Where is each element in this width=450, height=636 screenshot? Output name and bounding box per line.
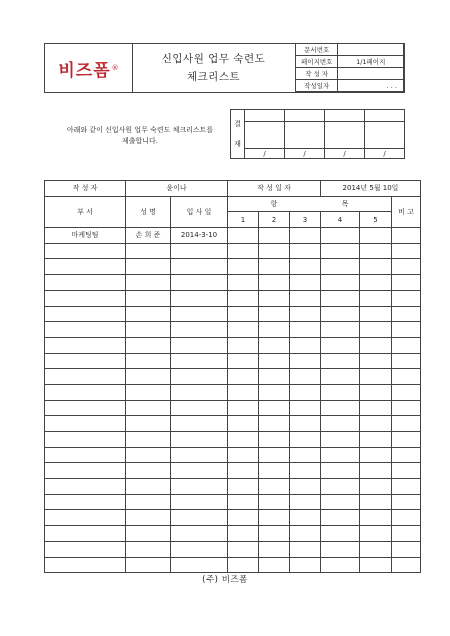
table-cell[interactable] (45, 557, 126, 573)
table-cell[interactable] (228, 447, 259, 463)
table-cell[interactable] (228, 322, 259, 338)
table-cell[interactable] (360, 510, 392, 526)
table-row (45, 526, 421, 542)
table-cell[interactable] (290, 259, 321, 275)
table-cell[interactable] (171, 463, 228, 479)
table-cell[interactable] (45, 463, 126, 479)
table-cell[interactable] (228, 369, 259, 385)
table-cell[interactable] (392, 416, 421, 432)
table-cell[interactable] (392, 432, 421, 448)
table-cell[interactable] (321, 275, 360, 291)
col-header-items-a: 항 (270, 200, 278, 209)
table-cell[interactable] (228, 290, 259, 306)
table-cell[interactable] (126, 416, 171, 432)
table-cell[interactable] (321, 243, 360, 259)
table-cell[interactable] (360, 306, 392, 322)
table-cell[interactable] (171, 384, 228, 400)
table-cell[interactable] (290, 306, 321, 322)
col-header-items (228, 196, 392, 212)
table-cell[interactable] (392, 463, 421, 479)
table-cell[interactable] (228, 259, 259, 275)
approver-date-cell[interactable]: / (245, 149, 285, 159)
table-cell[interactable] (321, 259, 360, 275)
table-cell[interactable] (126, 557, 171, 573)
table-cell[interactable] (126, 337, 171, 353)
approver-signature-cell[interactable] (325, 122, 365, 149)
meta-value-page-number[interactable]: 1/1페이지 (338, 56, 404, 68)
table-cell[interactable] (360, 416, 392, 432)
table-cell[interactable] (290, 337, 321, 353)
table-cell[interactable] (126, 384, 171, 400)
table-row (45, 243, 421, 259)
table-cell[interactable] (392, 322, 421, 338)
table-cell[interactable] (171, 259, 228, 275)
table-cell[interactable] (228, 416, 259, 432)
table-cell[interactable] (259, 541, 290, 557)
table-cell[interactable] (228, 384, 259, 400)
table-cell[interactable] (259, 463, 290, 479)
approval-label-top: 결 (234, 120, 241, 128)
col-header-department: 부 서 (45, 196, 126, 227)
table-cell[interactable] (259, 306, 290, 322)
table-cell[interactable] (45, 447, 126, 463)
table-row (45, 290, 421, 306)
approver-signature-cell[interactable] (365, 122, 405, 149)
approver-title-cell[interactable] (245, 110, 285, 122)
table-cell[interactable] (45, 353, 126, 369)
approver-title-cell[interactable] (325, 110, 365, 122)
table-cell[interactable] (228, 306, 259, 322)
table-row (45, 337, 421, 353)
table-cell[interactable] (290, 384, 321, 400)
table-cell[interactable] (126, 306, 171, 322)
table-row (45, 228, 421, 244)
table-cell[interactable] (392, 243, 421, 259)
table-cell[interactable] (126, 447, 171, 463)
table-cell[interactable] (360, 337, 392, 353)
table-cell[interactable] (45, 510, 126, 526)
row-department[interactable]: 마케팅팀 (45, 228, 126, 244)
table-cell[interactable] (321, 432, 360, 448)
table-cell[interactable] (290, 228, 321, 244)
table-cell[interactable] (321, 557, 360, 573)
table-cell[interactable] (290, 463, 321, 479)
table-cell[interactable] (171, 400, 228, 416)
table-cell[interactable] (171, 243, 228, 259)
meta-label-date: 작성일자 (296, 80, 338, 92)
date-value[interactable]: 2014년 5월 10일 (321, 181, 421, 197)
table-row (45, 541, 421, 557)
table-cell[interactable] (45, 494, 126, 510)
document-title (132, 44, 296, 92)
table-cell[interactable] (360, 259, 392, 275)
table-cell[interactable] (392, 306, 421, 322)
table-cell[interactable] (171, 526, 228, 542)
meta-label-author: 작 성 자 (296, 68, 338, 80)
table-cell[interactable] (321, 416, 360, 432)
table-cell[interactable] (259, 369, 290, 385)
item-number: 4 (321, 212, 360, 228)
row-name[interactable]: 손 희 준 (126, 228, 171, 244)
table-cell[interactable] (259, 432, 290, 448)
table-cell[interactable] (126, 400, 171, 416)
table-cell[interactable] (228, 400, 259, 416)
table-cell[interactable] (290, 557, 321, 573)
col-header-items-b: 목 (341, 200, 349, 209)
intro-line-1: 아래와 같이 신입사원 업무 숙련도 체크리스트를 (66, 126, 214, 134)
table-cell[interactable] (126, 353, 171, 369)
table-cell[interactable] (290, 416, 321, 432)
table-cell[interactable] (171, 432, 228, 448)
table-row (45, 369, 421, 385)
footer-company: (주) 비즈폼 (202, 575, 248, 585)
table-cell[interactable] (321, 353, 360, 369)
table-cell[interactable] (45, 400, 126, 416)
table-cell[interactable] (360, 463, 392, 479)
table-cell[interactable] (126, 541, 171, 557)
table-cell[interactable] (126, 526, 171, 542)
table-cell[interactable] (45, 337, 126, 353)
meta-label-page-number: 페이지번호 (296, 56, 338, 68)
table-row (45, 479, 421, 495)
table-cell[interactable] (45, 259, 126, 275)
title-line-1: 신입사원 업무 숙련도 (161, 52, 266, 65)
table-cell[interactable] (259, 228, 290, 244)
table-cell[interactable] (392, 400, 421, 416)
date-label: 작 성 일 자 (228, 181, 321, 197)
table-row (45, 353, 421, 369)
table-cell[interactable] (290, 275, 321, 291)
table-row (45, 557, 421, 573)
table-cell[interactable] (171, 369, 228, 385)
table-cell[interactable] (45, 526, 126, 542)
table-row (45, 463, 421, 479)
table-cell[interactable] (259, 337, 290, 353)
document-meta-table (295, 43, 404, 92)
table-cell[interactable] (360, 447, 392, 463)
table-cell[interactable] (45, 369, 126, 385)
table-cell[interactable] (171, 479, 228, 495)
table-cell[interactable] (321, 369, 360, 385)
table-cell[interactable] (290, 526, 321, 542)
approver-title-cell[interactable] (285, 110, 325, 122)
table-cell[interactable] (392, 479, 421, 495)
table-cell[interactable] (392, 447, 421, 463)
table-cell[interactable] (126, 463, 171, 479)
table-cell[interactable] (392, 259, 421, 275)
table-cell[interactable] (360, 228, 392, 244)
table-cell[interactable] (360, 243, 392, 259)
table-cell[interactable] (171, 447, 228, 463)
table-cell[interactable] (392, 228, 421, 244)
table-cell[interactable] (392, 275, 421, 291)
table-cell[interactable] (171, 353, 228, 369)
item-number: 5 (360, 212, 392, 228)
table-cell[interactable] (259, 400, 290, 416)
table-cell[interactable] (171, 306, 228, 322)
table-cell[interactable] (259, 557, 290, 573)
approver-date-cell[interactable]: / (285, 149, 325, 159)
table-cell[interactable] (290, 322, 321, 338)
table-cell[interactable] (171, 290, 228, 306)
table-row (45, 322, 421, 338)
item-number: 1 (228, 212, 259, 228)
table-cell[interactable] (171, 557, 228, 573)
table-cell[interactable] (228, 541, 259, 557)
table-cell[interactable] (259, 243, 290, 259)
table-cell[interactable] (360, 557, 392, 573)
table-cell[interactable] (45, 384, 126, 400)
table-cell[interactable] (360, 494, 392, 510)
table-cell[interactable] (360, 432, 392, 448)
table-row (45, 259, 421, 275)
company-logo (45, 44, 133, 92)
intro-line-2: 제출합니다. (121, 137, 159, 145)
col-header-note: 비 고 (392, 196, 421, 227)
table-cell[interactable] (259, 479, 290, 495)
table-cell[interactable] (171, 494, 228, 510)
approver-date-cell[interactable]: / (325, 149, 365, 159)
table-cell[interactable] (392, 510, 421, 526)
table-cell[interactable] (259, 510, 290, 526)
intro-text (50, 125, 230, 147)
approval-label-bottom: 재 (234, 140, 241, 148)
table-cell[interactable] (321, 510, 360, 526)
table-cell[interactable] (228, 228, 259, 244)
approver-date-cell[interactable]: / (365, 149, 405, 159)
meta-label-doc-number: 문서번호 (296, 44, 338, 56)
table-cell[interactable] (392, 526, 421, 542)
table-cell[interactable] (45, 479, 126, 495)
table-cell[interactable] (360, 322, 392, 338)
item-number: 3 (290, 212, 321, 228)
table-cell[interactable] (259, 384, 290, 400)
table-cell[interactable] (45, 416, 126, 432)
table-cell[interactable] (392, 557, 421, 573)
approver-signature-cell[interactable] (245, 122, 285, 149)
table-cell[interactable] (290, 353, 321, 369)
table-cell[interactable] (290, 479, 321, 495)
table-row (45, 416, 421, 432)
table-cell[interactable] (360, 369, 392, 385)
table-cell[interactable] (126, 479, 171, 495)
table-cell[interactable] (360, 353, 392, 369)
checklist-table (44, 180, 421, 573)
table-cell[interactable] (392, 494, 421, 510)
table-cell[interactable] (392, 541, 421, 557)
table-cell[interactable] (228, 463, 259, 479)
title-line-2: 체크리스트 (186, 70, 241, 83)
table-cell[interactable] (259, 275, 290, 291)
table-cell[interactable] (360, 275, 392, 291)
table-cell[interactable] (126, 290, 171, 306)
table-cell[interactable] (321, 494, 360, 510)
registered-mark: ® (111, 64, 119, 72)
table-cell[interactable] (290, 447, 321, 463)
table-cell[interactable] (126, 259, 171, 275)
table-row (45, 400, 421, 416)
meta-value-doc-number[interactable] (338, 44, 404, 56)
table-cell[interactable] (321, 479, 360, 495)
table-cell[interactable] (228, 526, 259, 542)
table-cell[interactable] (392, 384, 421, 400)
table-cell[interactable] (360, 384, 392, 400)
table-cell[interactable] (392, 353, 421, 369)
table-cell[interactable] (171, 416, 228, 432)
approver-title-cell[interactable] (365, 110, 405, 122)
table-cell[interactable] (126, 275, 171, 291)
table-cell[interactable] (259, 322, 290, 338)
table-cell[interactable] (126, 369, 171, 385)
table-cell[interactable] (126, 432, 171, 448)
table-cell[interactable] (360, 541, 392, 557)
table-cell[interactable] (228, 510, 259, 526)
table-row (45, 510, 421, 526)
table-cell[interactable] (45, 432, 126, 448)
table-cell[interactable] (171, 541, 228, 557)
row-join-date[interactable]: 2014-3-10 (171, 228, 228, 244)
table-cell[interactable] (45, 243, 126, 259)
approver-signature-cell[interactable] (285, 122, 325, 149)
table-cell[interactable] (171, 510, 228, 526)
table-cell[interactable] (228, 353, 259, 369)
table-cell[interactable] (259, 290, 290, 306)
document-header (44, 43, 405, 93)
table-cell[interactable] (321, 447, 360, 463)
table-cell[interactable] (259, 259, 290, 275)
table-cell[interactable] (321, 290, 360, 306)
table-cell[interactable] (321, 337, 360, 353)
table-cell[interactable] (126, 510, 171, 526)
table-row (45, 494, 421, 510)
table-cell[interactable] (259, 353, 290, 369)
table-cell[interactable] (228, 494, 259, 510)
table-cell[interactable] (290, 510, 321, 526)
table-cell[interactable] (45, 290, 126, 306)
table-cell[interactable] (321, 463, 360, 479)
table-cell[interactable] (290, 494, 321, 510)
table-cell[interactable] (259, 494, 290, 510)
table-cell[interactable] (321, 306, 360, 322)
table-cell[interactable] (360, 290, 392, 306)
table-cell[interactable] (259, 526, 290, 542)
table-cell[interactable] (228, 479, 259, 495)
table-cell[interactable] (126, 243, 171, 259)
table-cell[interactable] (228, 432, 259, 448)
table-row (45, 306, 421, 322)
table-cell[interactable] (228, 557, 259, 573)
table-cell[interactable] (290, 541, 321, 557)
table-cell[interactable] (45, 541, 126, 557)
table-row (45, 384, 421, 400)
table-cell[interactable] (228, 275, 259, 291)
table-row (45, 275, 421, 291)
table-cell[interactable] (321, 400, 360, 416)
table-cell[interactable] (126, 322, 171, 338)
table-cell[interactable] (259, 447, 290, 463)
table-cell[interactable] (259, 416, 290, 432)
approval-box (230, 109, 405, 159)
table-cell[interactable] (290, 243, 321, 259)
logo-text: 비즈폼 (58, 60, 111, 81)
table-cell[interactable] (290, 400, 321, 416)
table-cell[interactable] (392, 337, 421, 353)
table-cell[interactable] (321, 228, 360, 244)
table-cell[interactable] (45, 322, 126, 338)
table-cell[interactable] (126, 494, 171, 510)
author-label: 작 성 자 (45, 181, 126, 197)
meta-value-date[interactable]: . . . (338, 80, 404, 92)
table-cell[interactable] (321, 526, 360, 542)
item-number: 2 (259, 212, 290, 228)
table-cell[interactable] (228, 337, 259, 353)
meta-value-author[interactable] (338, 68, 404, 80)
col-header-name: 성 명 (126, 196, 171, 227)
table-row (45, 447, 421, 463)
table-cell[interactable] (360, 526, 392, 542)
table-cell[interactable] (321, 322, 360, 338)
table-cell[interactable] (392, 369, 421, 385)
table-cell[interactable] (360, 479, 392, 495)
table-cell[interactable] (360, 400, 392, 416)
table-cell[interactable] (321, 541, 360, 557)
table-cell[interactable] (228, 243, 259, 259)
table-cell[interactable] (171, 322, 228, 338)
table-cell[interactable] (45, 275, 126, 291)
table-cell[interactable] (290, 290, 321, 306)
table-cell[interactable] (392, 290, 421, 306)
table-cell[interactable] (171, 275, 228, 291)
approval-label (231, 110, 245, 159)
author-value[interactable]: 윤이나 (126, 181, 228, 197)
table-cell[interactable] (171, 337, 228, 353)
table-cell[interactable] (321, 384, 360, 400)
table-cell[interactable] (290, 369, 321, 385)
table-cell[interactable] (290, 432, 321, 448)
col-header-join-date: 입 사 일 (171, 196, 228, 227)
table-cell[interactable] (45, 306, 126, 322)
table-row (45, 432, 421, 448)
